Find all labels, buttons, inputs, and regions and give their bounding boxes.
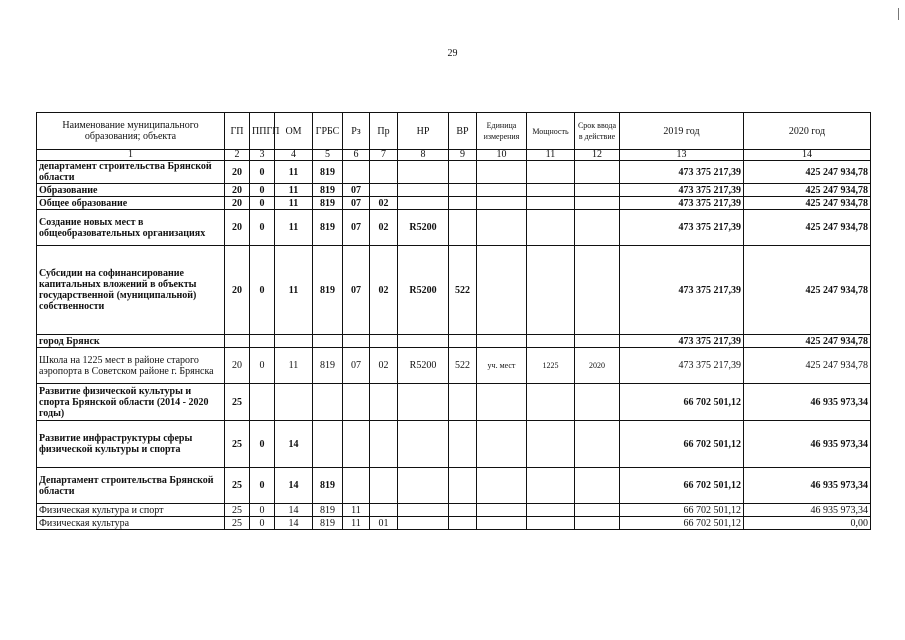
scan-edge-mark	[898, 8, 899, 20]
amount-cell: 425 247 934,78	[744, 335, 871, 348]
code-cell	[313, 335, 343, 348]
header-cell: Срок ввода в действие	[575, 113, 620, 150]
row-name-cell: Развитие физической культуры и спорта Брянской области (2014 - 2020 годы)	[37, 384, 225, 421]
code-cell	[398, 335, 449, 348]
code-cell	[250, 384, 275, 421]
code-cell: 11	[343, 504, 370, 517]
code-cell	[575, 210, 620, 246]
header-cell: ГП	[225, 113, 250, 150]
code-cell	[575, 384, 620, 421]
code-cell: 25	[225, 504, 250, 517]
row-name-cell: Департамент строительства Брянской области	[37, 468, 225, 504]
amount-cell: 425 247 934,78	[744, 210, 871, 246]
row-name-cell: город Брянск	[37, 335, 225, 348]
code-cell	[527, 468, 575, 504]
amount-cell: 473 375 217,39	[620, 161, 744, 184]
code-cell	[398, 517, 449, 530]
code-cell	[527, 517, 575, 530]
code-cell	[527, 335, 575, 348]
header-cell: Мощность	[527, 113, 575, 150]
code-cell	[313, 384, 343, 421]
column-number-cell: 11	[527, 150, 575, 161]
code-cell: 819	[313, 246, 343, 335]
code-cell: 07	[343, 210, 370, 246]
code-cell: 20	[225, 246, 250, 335]
column-number-cell: 1	[37, 150, 225, 161]
code-cell: 522	[449, 246, 477, 335]
code-cell	[313, 421, 343, 468]
code-cell	[275, 335, 313, 348]
code-cell: 0	[250, 504, 275, 517]
amount-cell: 473 375 217,39	[620, 197, 744, 210]
code-cell: 20	[225, 210, 250, 246]
code-cell	[343, 421, 370, 468]
code-cell: 0	[250, 210, 275, 246]
code-cell: 02	[370, 246, 398, 335]
header-cell: Пр	[370, 113, 398, 150]
code-cell	[449, 504, 477, 517]
code-cell: 07	[343, 197, 370, 210]
column-number-cell: 12	[575, 150, 620, 161]
code-cell: 14	[275, 517, 313, 530]
header-cell: 2020 год	[744, 113, 871, 150]
table-row	[37, 468, 871, 504]
amount-cell: 66 702 501,12	[620, 421, 744, 468]
code-cell: 11	[343, 517, 370, 530]
row-name-cell: Развитие инфраструктуры сферы физической культуры и спорта	[37, 421, 225, 468]
code-cell	[575, 197, 620, 210]
code-cell: 20	[225, 348, 250, 384]
code-cell	[343, 468, 370, 504]
code-cell: 14	[275, 468, 313, 504]
code-cell: 02	[370, 348, 398, 384]
amount-cell: 46 935 973,34	[744, 384, 871, 421]
header-cell: ГРБС	[313, 113, 343, 150]
code-cell	[527, 421, 575, 468]
code-cell	[477, 421, 527, 468]
table-row	[37, 210, 871, 246]
code-cell: 20	[225, 197, 250, 210]
table-row	[37, 421, 871, 468]
table-row	[37, 161, 871, 184]
column-number-row	[37, 150, 871, 161]
table-row	[37, 197, 871, 210]
header-cell: НР	[398, 113, 449, 150]
code-cell: 07	[343, 246, 370, 335]
code-cell	[449, 197, 477, 210]
amount-cell: 46 935 973,34	[744, 421, 871, 468]
code-cell: 25	[225, 421, 250, 468]
amount-cell: 66 702 501,12	[620, 504, 744, 517]
code-cell: 1225	[527, 348, 575, 384]
code-cell	[527, 384, 575, 421]
code-cell	[370, 161, 398, 184]
row-name-cell: Образование	[37, 184, 225, 197]
code-cell	[343, 161, 370, 184]
code-cell: 819	[313, 468, 343, 504]
table-row	[37, 184, 871, 197]
code-cell: R5200	[398, 246, 449, 335]
amount-cell: 46 935 973,34	[744, 468, 871, 504]
code-cell	[527, 246, 575, 335]
table-row	[37, 517, 871, 530]
code-cell: 2020	[575, 348, 620, 384]
table-row	[37, 384, 871, 421]
budget-table	[36, 112, 871, 530]
code-cell: 11	[275, 161, 313, 184]
code-cell	[477, 384, 527, 421]
code-cell: 20	[225, 184, 250, 197]
header-cell: 2019 год	[620, 113, 744, 150]
code-cell	[225, 335, 250, 348]
row-name-cell: Школа на 1225 мест в районе старого аэропорта в Советском районе г. Брянска	[37, 348, 225, 384]
code-cell	[477, 197, 527, 210]
code-cell: 25	[225, 517, 250, 530]
column-number-cell: 6	[343, 150, 370, 161]
code-cell	[477, 335, 527, 348]
amount-cell: 473 375 217,39	[620, 246, 744, 335]
code-cell	[250, 335, 275, 348]
amount-cell: 473 375 217,39	[620, 348, 744, 384]
code-cell	[477, 210, 527, 246]
column-number-cell: 3	[250, 150, 275, 161]
amount-cell: 425 247 934,78	[744, 197, 871, 210]
code-cell: 25	[225, 468, 250, 504]
code-cell: 0	[250, 161, 275, 184]
code-cell	[575, 504, 620, 517]
code-cell: 0	[250, 348, 275, 384]
amount-cell: 425 247 934,78	[744, 161, 871, 184]
code-cell: 0	[250, 421, 275, 468]
column-number-cell: 10	[477, 150, 527, 161]
header-cell: Единица измерения	[477, 113, 527, 150]
code-cell: уч. мест	[477, 348, 527, 384]
amount-cell: 66 702 501,12	[620, 468, 744, 504]
code-cell: 0	[250, 517, 275, 530]
table-row	[37, 348, 871, 384]
code-cell	[575, 517, 620, 530]
code-cell	[449, 335, 477, 348]
code-cell	[398, 197, 449, 210]
code-cell: 0	[250, 468, 275, 504]
header-cell: ВР	[449, 113, 477, 150]
amount-cell: 66 702 501,12	[620, 517, 744, 530]
amount-cell: 0,00	[744, 517, 871, 530]
code-cell	[477, 504, 527, 517]
code-cell: 01	[370, 517, 398, 530]
row-name-cell: Создание новых мест в общеобразовательных организациях	[37, 210, 225, 246]
code-cell: R5200	[398, 348, 449, 384]
row-name-cell: департамент строительства Брянской области	[37, 161, 225, 184]
code-cell: 819	[313, 197, 343, 210]
code-cell: 819	[313, 184, 343, 197]
code-cell	[449, 421, 477, 468]
code-cell: 14	[275, 504, 313, 517]
table-row	[37, 504, 871, 517]
code-cell: 819	[313, 517, 343, 530]
code-cell	[477, 161, 527, 184]
code-cell	[477, 517, 527, 530]
code-cell	[527, 197, 575, 210]
code-cell	[575, 161, 620, 184]
code-cell: 07	[343, 348, 370, 384]
table-row	[37, 335, 871, 348]
code-cell: 11	[275, 210, 313, 246]
header-cell: Рз	[343, 113, 370, 150]
column-number-cell: 13	[620, 150, 744, 161]
amount-cell: 473 375 217,39	[620, 210, 744, 246]
code-cell: 11	[275, 184, 313, 197]
code-cell	[527, 184, 575, 197]
code-cell	[370, 468, 398, 504]
code-cell: 819	[313, 504, 343, 517]
code-cell	[370, 335, 398, 348]
code-cell	[343, 384, 370, 421]
code-cell	[575, 421, 620, 468]
table-header-row	[37, 113, 871, 150]
code-cell: 819	[313, 348, 343, 384]
code-cell	[398, 384, 449, 421]
code-cell: 0	[250, 197, 275, 210]
code-cell	[275, 384, 313, 421]
code-cell	[477, 184, 527, 197]
code-cell	[449, 517, 477, 530]
code-cell	[370, 421, 398, 468]
code-cell	[575, 184, 620, 197]
code-cell: 14	[275, 421, 313, 468]
amount-cell: 473 375 217,39	[620, 335, 744, 348]
code-cell	[575, 468, 620, 504]
row-name-cell: Физическая культура	[37, 517, 225, 530]
code-cell: 522	[449, 348, 477, 384]
code-cell	[398, 468, 449, 504]
row-name-cell: Субсидии на софинансирование капитальных вложений в объекты государственной (муниципальной) собственности	[37, 246, 225, 335]
code-cell	[370, 504, 398, 517]
code-cell	[449, 184, 477, 197]
code-cell	[527, 504, 575, 517]
header-cell: Наименование муниципального образования; объекта	[37, 113, 225, 150]
code-cell: 0	[250, 184, 275, 197]
code-cell: 02	[370, 197, 398, 210]
code-cell	[575, 335, 620, 348]
code-cell	[370, 184, 398, 197]
code-cell: 20	[225, 161, 250, 184]
code-cell: 11	[275, 348, 313, 384]
amount-cell: 425 247 934,78	[744, 184, 871, 197]
header-cell: ОМ	[275, 113, 313, 150]
column-number-cell: 14	[744, 150, 871, 161]
code-cell	[477, 246, 527, 335]
column-number-cell: 2	[225, 150, 250, 161]
code-cell	[477, 468, 527, 504]
code-cell	[343, 335, 370, 348]
column-number-cell: 8	[398, 150, 449, 161]
column-number-cell: 9	[449, 150, 477, 161]
code-cell: 11	[275, 246, 313, 335]
column-number-cell: 4	[275, 150, 313, 161]
code-cell: R5200	[398, 210, 449, 246]
code-cell	[449, 468, 477, 504]
amount-cell: 425 247 934,78	[744, 348, 871, 384]
code-cell	[527, 210, 575, 246]
row-name-cell: Общее образование	[37, 197, 225, 210]
code-cell: 25	[225, 384, 250, 421]
code-cell	[449, 210, 477, 246]
code-cell	[527, 161, 575, 184]
code-cell: 819	[313, 161, 343, 184]
row-name-cell: Физическая культура и спорт	[37, 504, 225, 517]
code-cell: 02	[370, 210, 398, 246]
code-cell	[398, 184, 449, 197]
code-cell: 07	[343, 184, 370, 197]
code-cell	[449, 161, 477, 184]
code-cell: 11	[275, 197, 313, 210]
amount-cell: 66 702 501,12	[620, 384, 744, 421]
code-cell	[398, 504, 449, 517]
code-cell	[370, 384, 398, 421]
code-cell	[398, 161, 449, 184]
code-cell: 0	[250, 246, 275, 335]
column-number-cell: 5	[313, 150, 343, 161]
amount-cell: 425 247 934,78	[744, 246, 871, 335]
code-cell: 819	[313, 210, 343, 246]
amount-cell: 473 375 217,39	[620, 184, 744, 197]
table-row	[37, 246, 871, 335]
code-cell	[398, 421, 449, 468]
header-cell: ППГП	[250, 113, 275, 150]
column-number-cell: 7	[370, 150, 398, 161]
code-cell	[449, 384, 477, 421]
code-cell	[575, 246, 620, 335]
page-number: 29	[447, 48, 458, 59]
amount-cell: 46 935 973,34	[744, 504, 871, 517]
